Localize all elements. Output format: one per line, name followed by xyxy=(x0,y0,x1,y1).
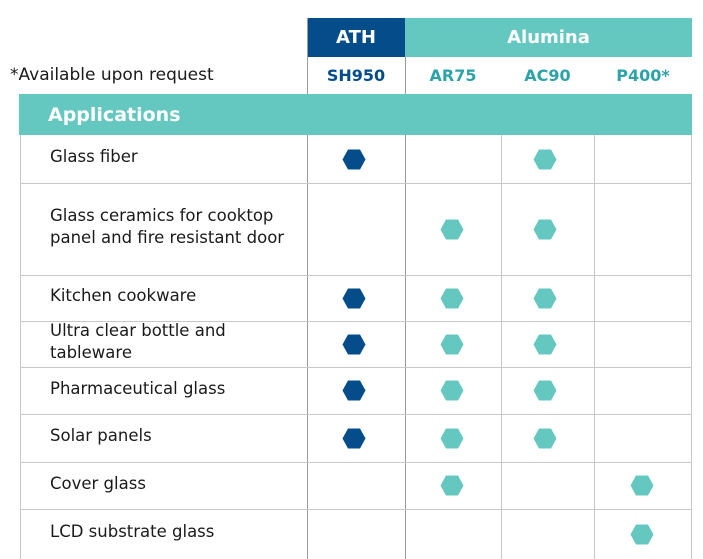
hexagon-icon xyxy=(533,334,557,355)
application-label: Pharmaceutical glass xyxy=(50,378,226,398)
hexagon-icon xyxy=(440,380,464,401)
product-p400: P400* xyxy=(616,66,670,85)
application-label: Glass ceramics for cooktop panel and fire resistant door xyxy=(50,206,285,247)
hexagon-icon xyxy=(533,380,557,401)
application-label: Ultra clear bottle and tableware xyxy=(50,321,226,362)
hexagon-icon xyxy=(342,334,366,355)
hexagon-icon xyxy=(342,288,366,309)
product-sh950: SH950 xyxy=(326,66,386,85)
hexagon-icon xyxy=(440,428,464,449)
hexagon-icon xyxy=(630,524,654,545)
alumina-group-label: Alumina xyxy=(507,27,590,48)
hexagon-icon xyxy=(630,475,654,496)
hexagon-icon xyxy=(533,428,557,449)
application-label: Cover glass xyxy=(50,473,146,493)
availability-note: *Available upon request xyxy=(10,65,214,85)
applications-title: Applications xyxy=(48,103,181,126)
hexagon-icon xyxy=(533,288,557,309)
product-ar75: AR75 xyxy=(429,66,477,85)
application-label: LCD substrate glass xyxy=(50,522,215,541)
hexagon-icon xyxy=(342,380,366,401)
hexagon-icon xyxy=(440,288,464,309)
application-label: Glass fiber xyxy=(50,147,138,166)
hexagon-icon xyxy=(440,219,464,240)
application-label: Kitchen cookware xyxy=(50,286,197,305)
hexagon-icon xyxy=(440,334,464,355)
application-label: Solar panels xyxy=(50,426,152,445)
ath-group-label: ATH xyxy=(336,27,376,48)
product-ac90: AC90 xyxy=(524,66,571,85)
hexagon-icon xyxy=(342,428,366,449)
hexagon-icon xyxy=(533,149,557,170)
hexagon-icon xyxy=(440,475,464,496)
hexagon-icon xyxy=(342,149,366,170)
hexagon-icon xyxy=(533,219,557,240)
